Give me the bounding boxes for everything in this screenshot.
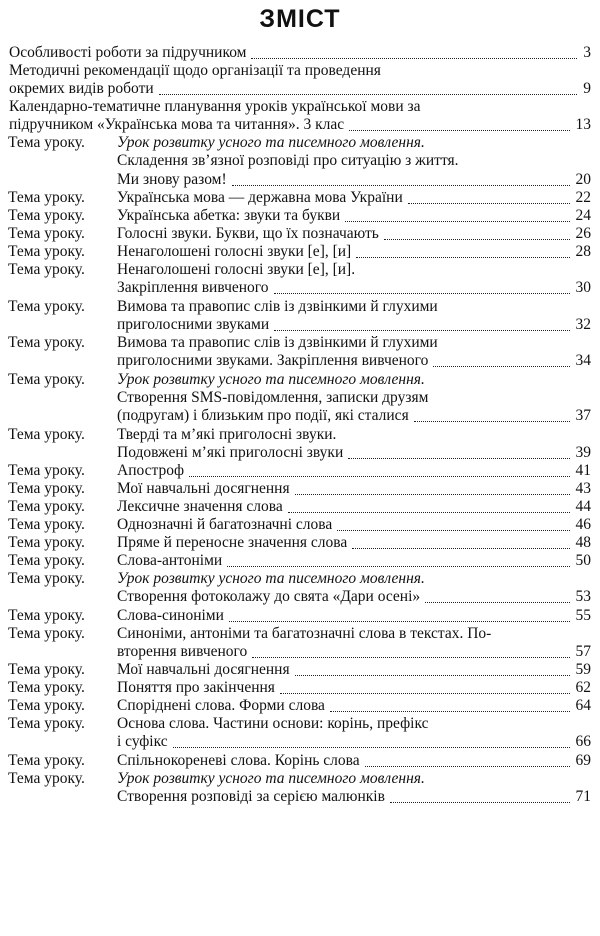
entry-title: приголосними звуками	[117, 315, 270, 333]
toc-entry	[0, 207, 600, 225]
dot-leader	[189, 475, 569, 477]
page-number: 69	[575, 751, 591, 769]
toc-entry	[0, 570, 600, 588]
topic-label: Тема уроку.	[8, 225, 85, 242]
dot-leader	[348, 457, 569, 459]
topic-label: Тема уроку.	[8, 480, 85, 497]
topic-label: Тема уроку.	[8, 751, 85, 769]
entry-title: Урок розвитку усного та писемного мовлення.	[117, 370, 425, 388]
toc-entry	[0, 444, 600, 463]
toc-entry	[0, 534, 600, 552]
topic-label: Тема уроку.	[8, 243, 85, 260]
page-number: 46	[575, 516, 591, 533]
page-number: 55	[575, 606, 591, 624]
toc-entry	[0, 316, 600, 335]
toc-entry	[0, 498, 600, 516]
entry-title: і суфікс	[117, 733, 168, 750]
entry-title: Методичні рекомендації щодо організації та проведення	[9, 62, 381, 79]
page-number: 48	[575, 534, 591, 551]
toc-entry	[0, 352, 600, 371]
dot-leader	[274, 329, 569, 331]
topic-label: Тема уроку.	[8, 261, 85, 278]
toc-entry	[0, 44, 600, 62]
topic-label: Тема уроку.	[8, 606, 85, 624]
dot-leader	[232, 184, 570, 186]
page-number: 32	[575, 315, 591, 333]
entry-title: Подовжені м’які приголосні звуки	[117, 443, 344, 461]
topic-label: Тема уроку.	[8, 189, 85, 206]
toc-entry	[0, 334, 600, 352]
toc-entry	[0, 697, 600, 715]
entry-title: Створення фотоколажу до свята «Дари осені»	[117, 588, 421, 605]
entry-title: (подругам) і близьким про події, які сталися	[117, 407, 409, 424]
entry-title: Апостроф	[117, 462, 185, 479]
page-number: 50	[575, 552, 591, 569]
toc-entry	[0, 770, 600, 788]
dot-leader	[229, 620, 570, 622]
topic-label: Тема уроку.	[8, 661, 85, 678]
entry-title: приголосними звуками. Закріплення вивченого	[117, 352, 429, 369]
toc-entry	[0, 679, 600, 697]
dot-leader	[227, 565, 569, 567]
toc-entry	[0, 752, 600, 770]
topic-label: Тема уроку.	[8, 570, 85, 587]
page-title: ЗМІСТ	[259, 5, 341, 33]
entry-title: Слова-синоніми	[117, 606, 224, 624]
toc-entry	[0, 134, 600, 152]
page-number: 26	[575, 225, 591, 242]
toc-entry	[0, 715, 600, 733]
dot-leader	[356, 256, 569, 258]
topic-label: Тема уроку.	[8, 715, 85, 732]
entry-title: вторення вивченого	[117, 642, 248, 660]
dot-leader	[349, 129, 569, 131]
toc-entry	[0, 298, 600, 316]
topic-label: Тема уроку.	[8, 425, 85, 443]
toc-entry	[0, 733, 600, 752]
dot-leader	[345, 220, 569, 222]
dot-leader	[274, 292, 570, 294]
entry-title: Календарно-тематичне планування уроків української мови за	[9, 98, 421, 115]
toc-entry	[0, 552, 600, 570]
topic-label: Тема уроку.	[8, 207, 85, 224]
toc-entry	[0, 480, 600, 498]
dot-leader	[251, 57, 577, 59]
page-number: 24	[575, 207, 591, 224]
toc-entry	[0, 261, 600, 279]
dot-leader	[384, 238, 570, 240]
page-number: 13	[575, 116, 591, 133]
table-of-contents	[0, 44, 600, 806]
toc-entry	[0, 426, 600, 444]
toc-entry	[0, 389, 600, 408]
toc-entry	[0, 516, 600, 534]
topic-label: Тема уроку.	[8, 769, 85, 787]
topic-label: Тема уроку.	[8, 462, 85, 479]
entry-title: Споріднені слова. Форми слова	[117, 697, 325, 714]
entry-title: Мої навчальні досягнення	[117, 661, 290, 678]
topic-label: Тема уроку.	[8, 552, 85, 569]
dot-leader	[390, 801, 570, 803]
topic-label: Тема уроку.	[8, 297, 85, 315]
entry-title: Синоніми, антоніми та багатозначні слова в текстах. По-	[117, 624, 492, 642]
page-number: 37	[575, 407, 591, 424]
toc-entry	[0, 407, 600, 426]
page-number: 22	[575, 189, 591, 206]
topic-label: Тема уроку.	[8, 516, 85, 533]
dot-leader	[173, 746, 570, 748]
entry-title: Українська мова — державна мова України	[117, 189, 403, 206]
toc-entry	[0, 171, 600, 190]
dot-leader	[337, 529, 569, 531]
dot-leader	[365, 765, 570, 767]
page-number: 41	[575, 462, 591, 479]
entry-title: Складення зв’язної розповіді про ситуацію з життя.	[117, 152, 459, 169]
entry-title: Однозначні й багатозначні слова	[117, 516, 333, 533]
entry-title: Мої навчальні досягнення	[117, 480, 290, 497]
toc-entry	[0, 225, 600, 243]
entry-title: підручником «Українська мова та читання». 3 клас	[9, 116, 345, 133]
toc-entry	[0, 243, 600, 261]
topic-label: Тема уроку.	[8, 697, 85, 714]
entry-title: Ненаголошені голосні звуки [е], [и].	[117, 261, 356, 278]
page-number: 3	[583, 44, 591, 61]
page-number: 59	[575, 661, 591, 678]
page-number: 43	[575, 480, 591, 497]
toc-entry	[0, 607, 600, 625]
toc-entry	[0, 279, 600, 298]
dot-leader	[352, 547, 569, 549]
page-number: 28	[575, 243, 591, 260]
toc-entry	[0, 643, 600, 662]
entry-title: Основа слова. Частини основи: корінь, префікс	[117, 715, 429, 732]
topic-label: Тема уроку.	[8, 334, 85, 351]
dot-leader	[330, 710, 570, 712]
dot-leader	[288, 511, 570, 513]
dot-leader	[433, 365, 569, 367]
toc-entry	[0, 152, 600, 171]
entry-title: Створення SMS-повідомлення, записки друзям	[117, 388, 429, 406]
toc-entry	[0, 116, 600, 134]
page-number: 39	[575, 443, 591, 461]
dot-leader	[295, 493, 570, 495]
entry-title: Закріплення вивченого	[117, 279, 269, 296]
page-number: 71	[575, 787, 591, 805]
toc-entry	[0, 788, 600, 807]
topic-label: Тема уроку.	[8, 534, 85, 551]
toc-entry	[0, 625, 600, 643]
toc-entry	[0, 462, 600, 480]
dot-leader	[280, 692, 570, 694]
page-number: 9	[583, 80, 591, 97]
page-number: 20	[575, 170, 591, 188]
dot-leader	[414, 420, 570, 422]
entry-title: Українська абетка: звуки та букви	[117, 207, 341, 224]
topic-label: Тема уроку.	[8, 679, 85, 696]
entry-title: Поняття про закінчення	[117, 679, 275, 696]
dot-leader	[425, 601, 569, 603]
dot-leader	[295, 674, 570, 676]
dot-leader	[252, 656, 569, 658]
entry-title: Слова-антоніми	[117, 552, 223, 569]
entry-title: Голосні звуки. Букви, що їх позначають	[117, 225, 379, 242]
page-number: 57	[575, 642, 591, 660]
entry-title: Урок розвитку усного та писемного мовлення.	[117, 570, 425, 587]
page-number: 62	[575, 679, 591, 696]
entry-title: Вимова та правопис слів із дзвінкими й глухими	[117, 334, 438, 351]
entry-title: Спільнокореневі слова. Корінь слова	[117, 751, 360, 769]
entry-title: Створення розповіді за серією малюнків	[117, 787, 385, 805]
page-number: 66	[575, 733, 591, 750]
page-number: 53	[575, 588, 591, 605]
entry-title: Урок розвитку усного та писемного мовлення.	[117, 134, 425, 151]
entry-title: Пряме й переносне значення слова	[117, 534, 348, 551]
topic-label: Тема уроку.	[8, 498, 85, 515]
entry-title: Лексичне значення слова	[117, 498, 283, 515]
toc-entry	[0, 62, 600, 80]
toc-entry	[0, 371, 600, 389]
page-number: 64	[575, 697, 591, 714]
entry-title: Ми знову разом!	[117, 170, 227, 188]
page-number: 34	[575, 352, 591, 369]
toc-entry	[0, 588, 600, 607]
entry-title: Вимова та правопис слів із дзвінкими й глухими	[117, 297, 438, 315]
toc-entry	[0, 80, 600, 98]
entry-title: Особливості роботи за підручником	[9, 44, 247, 61]
toc-entry	[0, 661, 600, 679]
toc-entry	[0, 98, 600, 116]
page-number: 44	[575, 498, 591, 515]
topic-label: Тема уроку.	[8, 624, 85, 642]
entry-title: Тверді та м’які приголосні звуки.	[117, 425, 337, 443]
topic-label: Тема уроку.	[8, 370, 85, 388]
entry-title: Ненаголошені голосні звуки [е], [и]	[117, 243, 352, 260]
toc-entry	[0, 189, 600, 207]
topic-label: Тема уроку.	[8, 134, 85, 151]
dot-leader	[408, 202, 570, 204]
entry-title: окремих видів роботи	[9, 80, 154, 97]
entry-title: Урок розвитку усного та писемного мовлення.	[117, 769, 425, 787]
page-number: 30	[575, 279, 591, 296]
dot-leader	[159, 93, 578, 95]
